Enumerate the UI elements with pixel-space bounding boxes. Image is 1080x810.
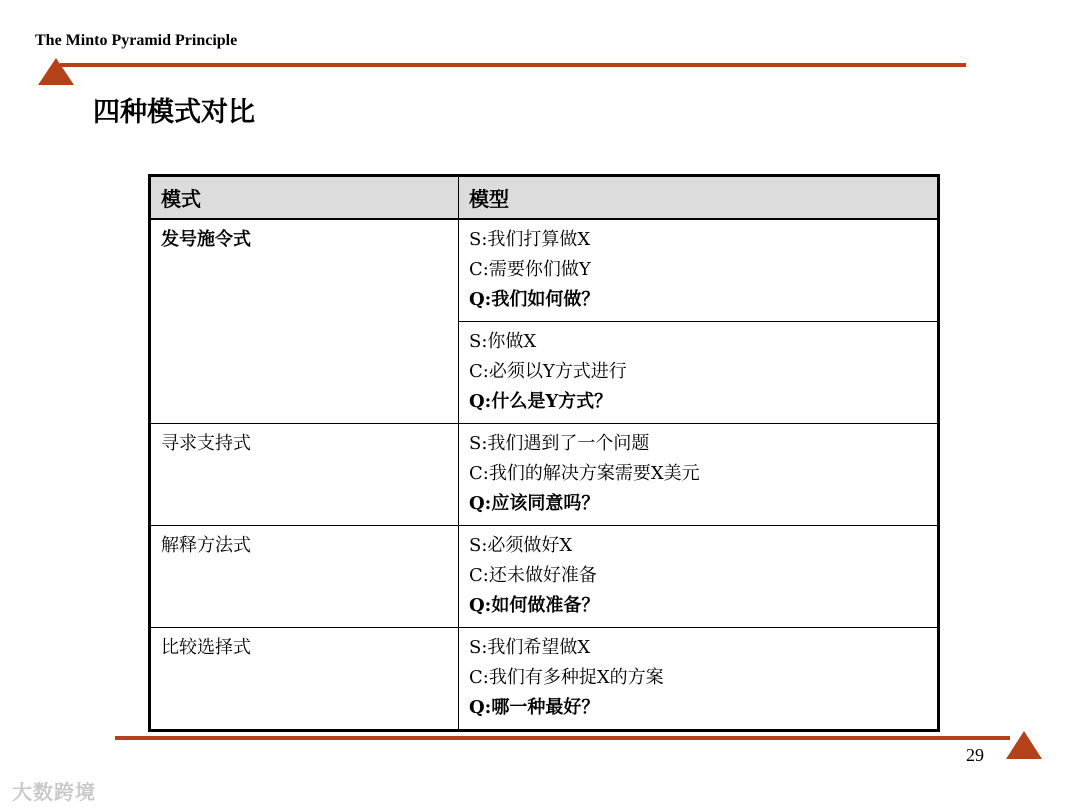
complication-text: C:必须以Y方式进行 (469, 361, 627, 382)
mode-cell (150, 424, 459, 526)
bottom-divider (115, 736, 1010, 740)
situation-text: S:必须做好X (469, 535, 573, 556)
model-cell (459, 322, 939, 424)
question-text: Q:如何做准备？ (469, 595, 600, 616)
question-text: Q:哪一种最好？ (469, 697, 600, 718)
model-cell (459, 424, 939, 526)
column-header-mode: 模式 (150, 176, 459, 220)
page-number: 29 (966, 745, 984, 765)
mode-cell (150, 526, 459, 628)
situation-text: S:你做X (469, 331, 537, 352)
mode-cell (150, 628, 459, 731)
slide-title: 四种模式对比 (93, 97, 255, 128)
table-row (150, 219, 939, 322)
column-header-model: 模型 (459, 176, 939, 220)
top-divider (60, 63, 966, 67)
mode-label: 寻求支持式 (161, 433, 251, 454)
complication-text: C:还未做好准备 (469, 565, 597, 586)
complication-text: C:需要你们做Y (469, 259, 591, 280)
question-text: Q:应该同意吗？ (469, 493, 600, 514)
complication-text: C:我们的解决方案需要X美元 (469, 463, 700, 484)
situation-text: S:我们遇到了一个问题 (469, 433, 650, 454)
model-cell (459, 219, 939, 322)
table-header-row (150, 176, 939, 220)
pyramid-triangle-icon (1006, 731, 1042, 759)
situation-text: S:我们打算做X (469, 229, 591, 250)
question-text: Q:我们如何做？ (469, 289, 600, 310)
mode-cell (150, 219, 459, 424)
watermark-text: 大数跨境 (12, 780, 96, 804)
table-row (150, 628, 939, 731)
complication-text: C:我们有多种捉X的方案 (469, 667, 664, 688)
model-cell (459, 526, 939, 628)
mode-label: 解释方法式 (161, 535, 251, 556)
mode-label: 比较选择式 (161, 637, 251, 658)
watermark-logo (12, 776, 96, 805)
situation-text: S:我们希望做X (469, 637, 591, 658)
table-row (150, 526, 939, 628)
question-text: Q:什么是Y方式？ (469, 391, 613, 412)
mode-label: 发号施令式 (161, 229, 251, 250)
model-cell (459, 628, 939, 731)
table-row (150, 424, 939, 526)
presentation-title: The Minto Pyramid Principle (35, 32, 238, 49)
comparison-table (148, 174, 940, 732)
